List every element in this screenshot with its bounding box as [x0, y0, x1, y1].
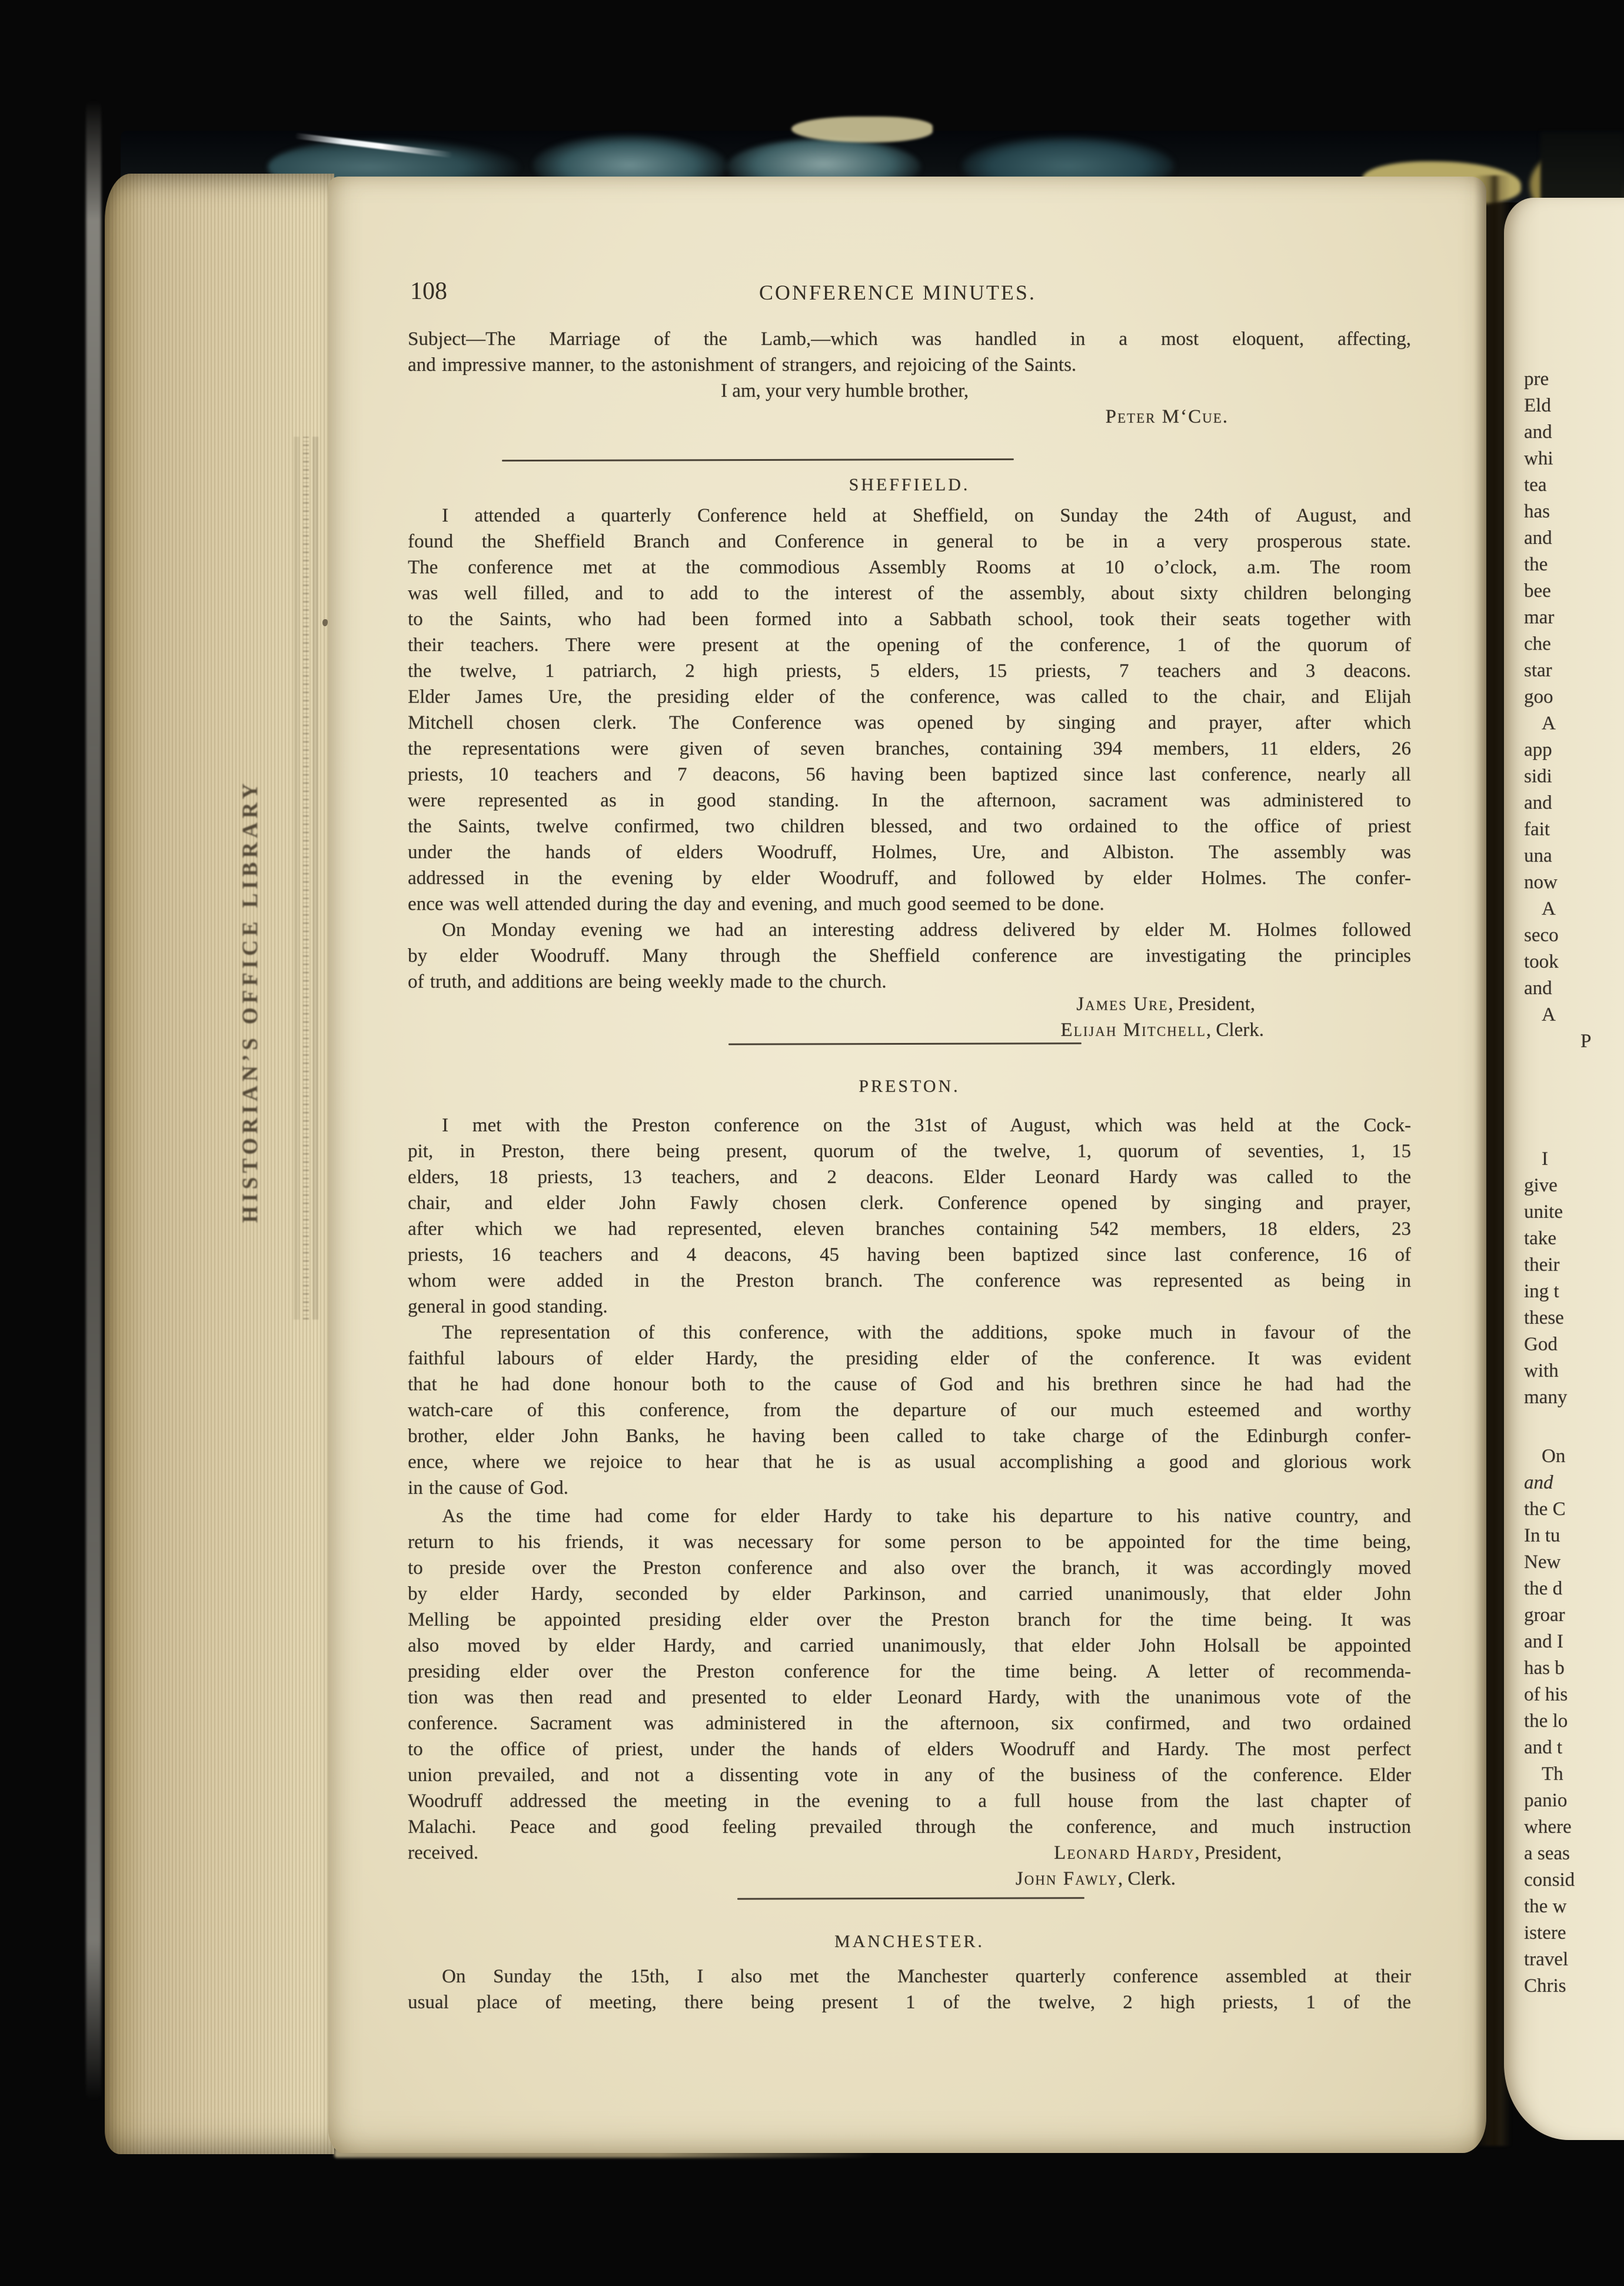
text-line: also moved by elder Hardy, and carried unanimously, that elder John Holsall be appointed: [408, 1635, 1411, 1656]
next-page-text-fragment: the: [1524, 554, 1548, 575]
text-line: Melling be appointed presiding elder over the Preston branch for the time being. It was: [408, 1609, 1411, 1630]
text-line: were represented as in good standing. In the afternoon, sacrament was administered to: [408, 790, 1411, 811]
text-line: watch-care of this conference, from the departure of our much esteemed and worthy: [408, 1400, 1411, 1421]
text-line: union prevailed, and not a dissenting vote in any of the business of the conference. Elder: [408, 1765, 1411, 1786]
next-page-text-fragment: take: [1524, 1228, 1556, 1249]
next-page-text-fragment: and: [1524, 978, 1552, 999]
text-line: to the Saints, who had been formed into a Sabbath school, took their seats together with: [408, 609, 1411, 630]
paragraph: [408, 1963, 1411, 2015]
text-line: Mitchell chosen clerk. The Conference was opened by singing and prayer, after which: [408, 712, 1411, 733]
next-page-text-fragment: travel: [1524, 1949, 1569, 1970]
section-heading-manchester: MANCHESTER.: [834, 1932, 984, 1951]
next-page-text-fragment: where: [1524, 1816, 1572, 1838]
text-line: Malachi. Peace and good feeling prevailed through the conference, and much instruction: [408, 1816, 1411, 1838]
next-page-text-fragment: of his: [1524, 1684, 1568, 1705]
text-line: general in good standing.: [408, 1296, 608, 1317]
text-line: I met with the Preston conference on the 31st of August, which was held at the Cock-: [442, 1115, 1411, 1136]
next-page-text-fragment: a seas: [1524, 1843, 1570, 1864]
next-page-text-fragment: sidi: [1524, 766, 1552, 787]
next-page-text-fragment: now: [1524, 872, 1558, 893]
signature-row: [408, 1840, 1411, 1866]
page-fore-edge-stack: [105, 174, 334, 2154]
next-page-text-fragment: A: [1542, 1004, 1556, 1025]
next-page-text-fragment: many: [1524, 1387, 1568, 1408]
next-page-text-fragment: with: [1524, 1360, 1559, 1381]
text-line: The conference met at the commodious Assembly Rooms at 10 o’clock, a.m. The room: [408, 557, 1411, 578]
next-page-text-fragment: and: [1524, 792, 1552, 813]
paragraph: [408, 1320, 1411, 1501]
text-line: the representations were given of seven branches, containing 394 members, 11 elders, 26: [408, 738, 1411, 759]
text-line: usual place of meeting, there being present 1 of the twelve, 2 high priests, 1 of the: [408, 1992, 1411, 2013]
book-page: [328, 177, 1486, 2153]
next-page-text-fragment: bee: [1524, 580, 1551, 602]
text-line: brother, elder John Banks, he having been called to take charge of the Edinburgh confer-: [408, 1426, 1411, 1447]
text-line: faithful labours of elder Hardy, the presiding elder of the conference. It was evident: [408, 1348, 1411, 1369]
text-line: received.: [408, 1842, 478, 1863]
next-page-text-fragment: the C: [1524, 1498, 1566, 1520]
text-line: in the cause of God.: [408, 1477, 568, 1498]
text-line: ence was well attended during the day and evening, and much good seemed to be done.: [408, 893, 1104, 915]
next-page-text-fragment: seco: [1524, 925, 1559, 946]
next-page-text-fragment: give: [1524, 1175, 1558, 1196]
paragraph: [408, 503, 1411, 917]
signature-row: Peter M‘Cue.: [1105, 406, 1227, 427]
text-line: after which we had represented, eleven branches containing 542 members, 18 elders, 23: [408, 1218, 1411, 1240]
text-column: [408, 177, 1411, 2153]
next-page-text-fragment: Chris: [1524, 1975, 1566, 1996]
library-stamp: HISTORIAN’S OFFICE LIBRARY: [238, 779, 262, 1223]
text-line: ence, where we rejoice to hear that he is as usual accomplishing a good and glorious work: [408, 1451, 1411, 1473]
next-page-text-fragment: In tu: [1524, 1525, 1560, 1546]
next-page-text-fragment: and: [1524, 527, 1552, 549]
next-page-edge: [1504, 198, 1624, 2140]
next-page-text-fragment: unite: [1524, 1201, 1563, 1222]
text-line: Subject—The Marriage of the Lamb,—which was handled in a most eloquent, affecting,: [408, 328, 1411, 350]
next-page-text-fragment: Eld: [1524, 395, 1551, 416]
next-page-text-fragment: On: [1542, 1446, 1566, 1467]
next-page-text-fragment: and: [1524, 421, 1552, 443]
signature-name: Leonard Hardy: [1054, 1842, 1195, 1863]
next-page-text-fragment: the d: [1524, 1578, 1563, 1599]
text-line: priests, 16 teachers and 4 deacons, 45 having been baptized since last conference, 16 of: [408, 1244, 1411, 1265]
text-line: and impressive manner, to the astonishment of strangers, and rejoicing of the Saints.: [408, 354, 1077, 376]
next-page-text-fragment: their: [1524, 1254, 1560, 1275]
next-page-text-fragment: whi: [1524, 448, 1553, 469]
signature-name: John Fawly: [1015, 1868, 1118, 1889]
text-line: pit, in Preston, there being present, quorum of the twelve, 1, quorum of seventies, 1, 15: [408, 1141, 1411, 1162]
signature-name: Peter M‘Cue: [1105, 406, 1223, 427]
next-page-text-fragment: pre: [1524, 368, 1549, 390]
text-line: return to his friends, it was necessary for some person to be appointed for the time being,: [408, 1531, 1411, 1553]
text-line: chair, and elder John Fawly chosen clerk. Conference opened by singing and prayer,: [408, 1192, 1411, 1214]
next-page-text-fragment: una: [1524, 845, 1552, 866]
next-page-text-fragment: has: [1524, 501, 1550, 522]
signature-name: James Ure: [1076, 994, 1169, 1015]
next-page-text-fragment: star: [1524, 660, 1552, 681]
next-page-text-fragment: tea: [1524, 474, 1547, 496]
page-number: 108: [410, 278, 447, 305]
text-line: Woodruff addressed the meeting in the evening to a full house from the last chapter of: [408, 1790, 1411, 1812]
text-line: As the time had come for elder Hardy to take his departure to his native country, and: [442, 1506, 1411, 1527]
paragraph: [408, 1112, 1411, 1320]
text-line: to preside over the Preston conference and also over the branch, it was accordingly moved: [408, 1557, 1411, 1579]
text-line: whom were added in the Preston branch. The conference was represented as being in: [408, 1270, 1411, 1291]
next-page-text-fragment: ing t: [1524, 1281, 1559, 1302]
page-header: [408, 277, 1411, 306]
text-line: of truth, and additions are being weekly made to the church.: [408, 971, 887, 992]
next-page-text-fragment: A: [1542, 713, 1556, 734]
text-line: On Monday evening we had an interesting address delivered by elder M. Holmes followed: [442, 919, 1411, 941]
next-page-text-fragment: istere: [1524, 1922, 1566, 1943]
text-line: by elder Hardy, seconded by elder Parkinson, and carried unanimously, that elder John: [408, 1583, 1411, 1604]
signature-row: James Ure, President,: [1076, 994, 1255, 1015]
text-line: their teachers. There were present at the opening of the conference, 1 of the quorum of: [408, 634, 1411, 656]
paragraph: [408, 917, 1411, 995]
text-line: presiding elder over the Preston conference for the time being. A letter of recommenda-: [408, 1661, 1411, 1682]
text-line: by elder Woodruff. Many through the Sheffield conference are investigating the principles: [408, 945, 1411, 966]
text-line: under the hands of elders Woodruff, Holmes, Ure, and Albiston. The assembly was: [408, 842, 1411, 863]
next-page-text-fragment: groar: [1524, 1604, 1565, 1626]
valediction-line: I am, your very humble brother,: [721, 380, 969, 401]
next-page-text-fragment: goo: [1524, 686, 1553, 707]
text-line: found the Sheffield Branch and Conference in general to be in a very prosperous state.: [408, 531, 1411, 552]
next-page-text-fragment: God: [1524, 1334, 1558, 1355]
text-line: The representation of this conference, with the additions, spoke much in favour of the: [442, 1322, 1411, 1343]
text-line: elders, 18 priests, 13 teachers, and 2 deacons. Elder Leonard Hardy was called to the: [408, 1167, 1411, 1188]
next-page-text-fragment: the lo: [1524, 1710, 1568, 1732]
next-page-text-fragment: Th: [1542, 1763, 1563, 1785]
section-heading-sheffield: SHEFFIELD.: [848, 475, 970, 494]
next-page-text-fragment: and: [1524, 1472, 1553, 1493]
running-header: CONFERENCE MINUTES.: [758, 281, 1037, 304]
section-heading-preston: PRESTON.: [858, 1076, 960, 1096]
text-line: was well filled, and to add to the interest of the assembly, about sixty children belonging: [408, 583, 1411, 604]
next-page-text-fragment: has b: [1524, 1657, 1565, 1679]
next-page-text-fragment: and I: [1524, 1631, 1563, 1652]
next-page-text-fragment: fait: [1524, 819, 1550, 840]
next-page-text-fragment: took: [1524, 951, 1559, 972]
next-page-text-fragment: New: [1524, 1551, 1561, 1573]
next-page-text-fragment: che: [1524, 633, 1551, 654]
text-line: On Sunday the 15th, I also met the Manchester quarterly conference assembled at their: [442, 1966, 1411, 1987]
divider-rule: [737, 1897, 1084, 1900]
signature-row: John Fawly, Clerk.: [1015, 1868, 1176, 1889]
book-cover-edge: [86, 100, 101, 2101]
text-line: conference. Sacrament was administered in the afternoon, six confirmed, and two ordained: [408, 1713, 1411, 1734]
next-page-text-fragment: mar: [1524, 607, 1555, 628]
next-page-text-fragment: P: [1580, 1031, 1592, 1052]
next-page-text-fragment: these: [1524, 1307, 1564, 1328]
signature-row: Elijah Mitchell, Clerk.: [1060, 1019, 1264, 1041]
text-line: that he had done honour both to the cause of God and his brethren since he had had the: [408, 1374, 1411, 1395]
signature: Leonard Hardy, President,: [1054, 1842, 1282, 1863]
next-page-text-fragment: A: [1542, 898, 1556, 919]
next-page-text-fragment: panio: [1524, 1790, 1568, 1811]
text-line: addressed in the evening by elder Woodruff, and followed by elder Holmes. The confer-: [408, 868, 1411, 889]
next-page-text-fragment: I: [1542, 1148, 1548, 1169]
next-page-text-fragment: consid: [1524, 1869, 1575, 1890]
paragraph: [408, 326, 1411, 378]
text-line: the twelve, 1 patriarch, 2 high priests, 5 elders, 15 priests, 7 teachers and 3 deacons.: [408, 660, 1411, 682]
signature-name: Elijah Mitchell: [1060, 1019, 1206, 1041]
next-page-text-fragment: app: [1524, 739, 1552, 760]
paragraph: [408, 1503, 1411, 1840]
divider-rule: [502, 458, 1014, 461]
text-line: priests, 10 teachers and 7 deacons, 56 having been baptized since last conference, nearly all: [408, 764, 1411, 785]
next-page-text-fragment: the w: [1524, 1896, 1567, 1917]
next-page-text-fragment: and t: [1524, 1737, 1563, 1758]
text-line: I attended a quarterly Conference held at Sheffield, on Sunday the 24th of August, and: [442, 505, 1411, 526]
fine-print-column: [303, 437, 309, 1320]
text-line: Elder James Ure, the presiding elder of the conference, was called to the chair, and Elijah: [408, 686, 1411, 707]
text-line: to the office of priest, under the hands of elders Woodruff and Hardy. The most perfect: [408, 1739, 1411, 1760]
text-line: the Saints, twelve confirmed, two children blessed, and two ordained to the office of priest: [408, 816, 1411, 837]
text-line: tion was then read and presented to elder Leonard Hardy, with the unanimous vote of the: [408, 1687, 1411, 1708]
